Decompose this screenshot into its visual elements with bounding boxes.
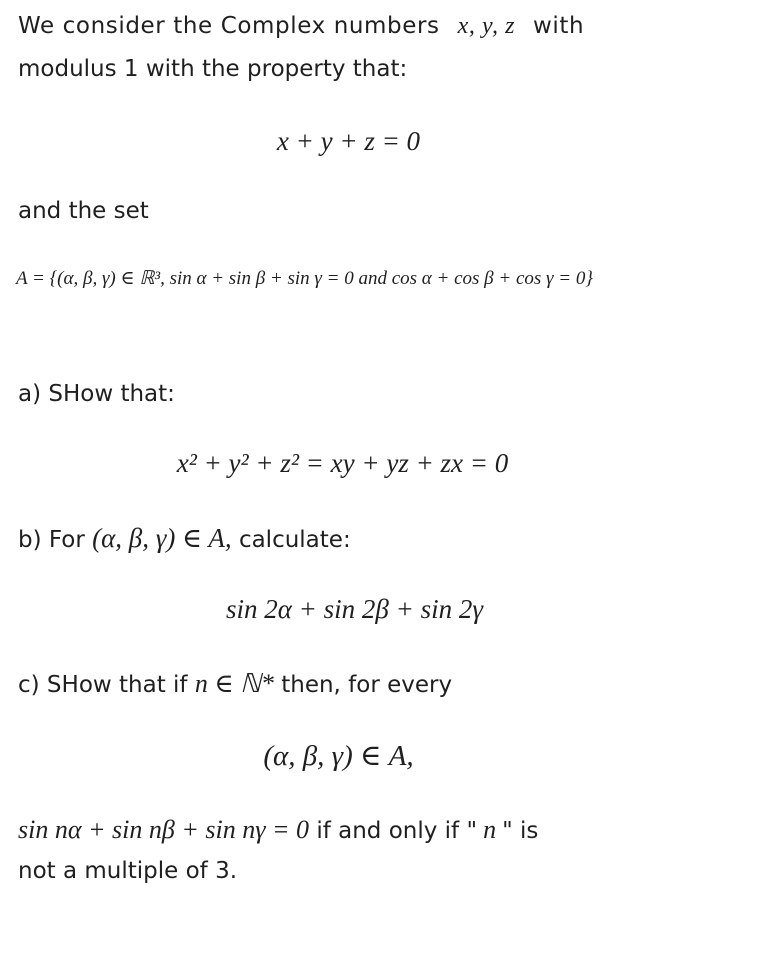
part-c-condition-text-1: if and only if " [316,818,478,844]
intro-text: We consider the Complex numbers [18,13,440,39]
part-c-equation: (α, β, γ) ∈ A, [263,740,414,772]
equation-sum-zero: x + y + z = 0 [276,126,421,156]
part-b-prefix: b) For [18,527,85,553]
part-c-prefix: c) SHow that if [18,672,188,698]
part-c-condition-line [18,814,538,846]
part-a-label: a) SHow that: [18,381,175,407]
part-b-line [18,522,351,555]
and-the-set-text: and the set [18,198,149,224]
part-c-condition-math: sin nα + sin nβ + sin nγ = 0 [18,815,310,844]
part-b-equation-text: sin 2α + sin 2β + sin 2γ [226,594,483,624]
part-b-equation [0,593,733,625]
intro-text-with: with [533,13,585,39]
part-a-equation: x² + y² + z² = xy + yz + zx = 0 [176,448,509,478]
part-c-condition-n: n [483,815,497,844]
part-c-math: n ∈ ℕ* [194,669,274,698]
intro-variables: x, y, z [457,13,516,39]
part-c-condition-text-2: " is [502,818,539,844]
part-c-line [18,668,452,700]
part-b-suffix: calculate: [238,527,351,553]
intro-line-1 [18,12,584,41]
part-c-suffix: then, for every [281,672,453,698]
part-b-math: (α, β, γ) ∈ A, [92,523,232,553]
set-A-definition: A = {(α, β, γ) ∈ ℝ³, sin α + sin β + sin γ = 0 and cos α + cos β + cos γ = 0} [16,268,593,289]
part-c-last-line: not a multiple of 3. [18,858,238,884]
intro-line-2: modulus 1 with the property that: [18,56,408,82]
